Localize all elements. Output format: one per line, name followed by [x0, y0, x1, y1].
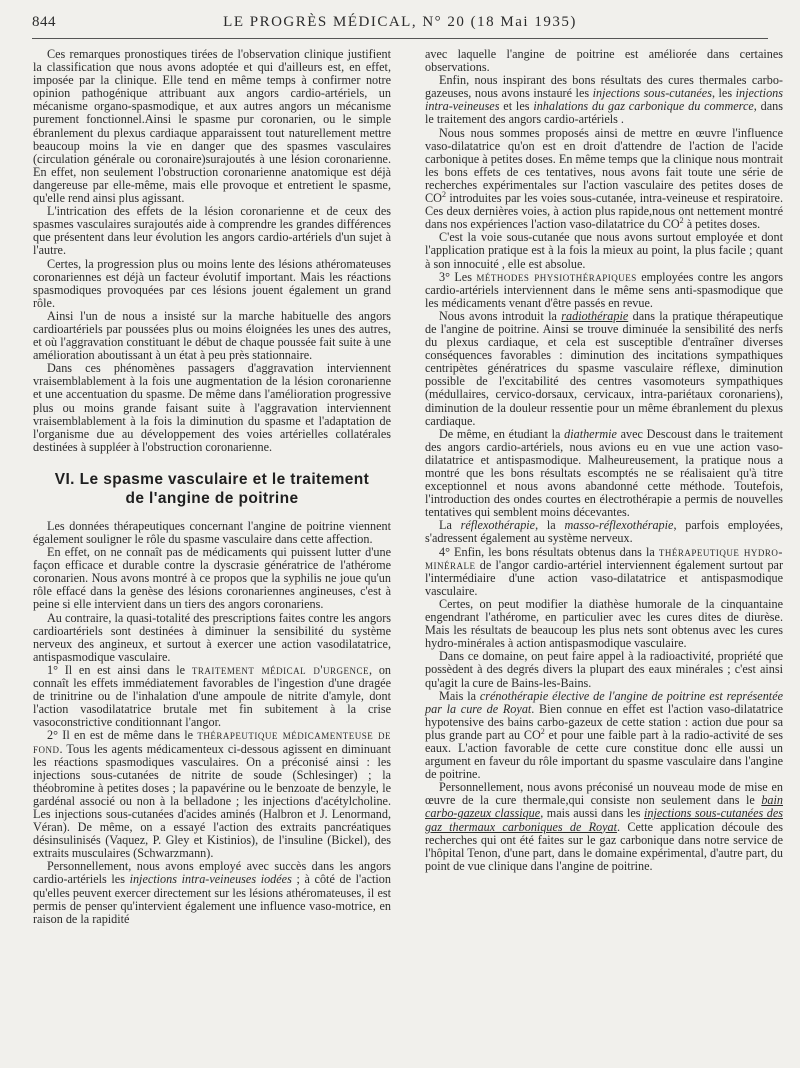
paragraph	[425, 519, 783, 545]
paragraph: Dans ce domaine, on peut faire appel à la radioactivité, propriété que possèdent à des degrés divers la plupart des eaux minérales ; c'est ainsi qu'agit la cure de Bains-les-Bains.	[425, 649, 783, 690]
text-run: Nous avons introduit la	[439, 308, 562, 323]
text-run: dans la pratique thérapeutique de l'angine de poitrine. Ainsi se trouve diminuée la sensibilité des nerfs du plexus cardiaque, et cela est susceptible d'entraîner diverses conséquences favorables : diminution des incitations sympathiques centripètes génératrices du spasme vasculaire réflexe, diminution possible de l'excitabilité des centres vasomoteurs sympathiques (médullaires, cervico-dorsaux, cervicaux, intra-pariétaux coronariens), diminution de la douleur ressentie pour un même ébranlement du plexus cardiaque.	[425, 308, 783, 428]
text-run: . Cette application découle des recherches qui ont été faites sur le gaz carbonique dans notre service de l'hôpital Tenon, d'une part, dans le domaine expérimental, d'autre part, du point de vue clinique dans l'angine de poitrine.	[425, 819, 783, 873]
paragraph	[425, 690, 783, 782]
running-title: LE PROGRÈS MÉDICAL, N° 20 (18 Mai 1935)	[223, 14, 577, 30]
small-caps-term: thérapeutique hydro-minérale	[425, 544, 783, 572]
section-heading	[33, 470, 391, 508]
paragraph	[425, 546, 783, 598]
paragraph	[425, 428, 783, 520]
italic-term: diathermie	[564, 426, 617, 441]
section-heading-line-1	[33, 470, 391, 489]
text-run: La	[439, 518, 461, 533]
paragraph: Ainsi l'un de nous a insisté sur la marche habituelle des angors cardioartériels par poussées plus ou moins éloignées les unes des autres, et où l'aggravation constituant le début de chaque poussée fait suite à une amélioration aboutissant à un état à peu près stationnaire.	[33, 308, 391, 363]
paragraph: Certes, on peut modifier la diathèse humorale de la cinquantaine engendrant l'athérome, en particulier avec les cures dites de diurèse. Mais les résultats de beaucoup les plus nets sont obtenus avec les cures hydro-minérales à action antispasmodique vasculaire.	[425, 596, 783, 651]
page-header	[32, 14, 768, 36]
paragraph: En effet, on ne connaît pas de médicaments qui puissent lutter d'une façon efficace et durable contre la dyscrasie génératrice de l'athérome coronarien. Nous avons montré à ce propos que la syphilis ne joue qu'un rôle effacé dans la genèse des lésions coronariennes angineuses, c'est à peine si elle intervient dans un tiers des angors coronariens.	[33, 545, 391, 612]
italic-term: masso-réflexothérapie	[564, 518, 674, 533]
text-run: , les	[711, 86, 736, 101]
paragraph	[33, 664, 391, 729]
text-run: Personnellement, nous avons préconisé un nouveau mode de mise en œuvre de la cure thermale,qui consiste non seulement dans le	[425, 780, 783, 808]
italic-term: radiothérapie	[561, 308, 629, 323]
text-run: avec Descoust dans le traitement des angors cardio-artériels, nous avions eu en vue une action vaso-dilatatrice et antispasmodique. Malheureusement, la pratique nous a montré que les bons résultats escomptés ne se réalisaient qu'à titre exceptionnel et nous avons abandonné cette méthode. Toutefois, l'introduction des ondes courtes en électrothérapie a permis de nouvelles tentatives qui semblent moins décevantes.	[425, 426, 784, 520]
text-run: . Bien connue en effet est l'action vaso-dilatatrice hypotensive des bains carbo-gazeux de cette station : action due pour sa plus grande part au $CO^2$ et pour une faible part à la radio-activité de ses eaux. L'action favorable de cette cure constitue donc elle aussi un argument en faveur du rôle important du spasme vasculaire dans l'angine de poitrine.	[425, 701, 784, 782]
text-run: , mais aussi dans les	[540, 806, 644, 821]
italic-term: crénothérapie élective de l'angine de poitrine est représentée par la cure de Royat	[425, 688, 784, 716]
italic-term: injections sous-cutanées des gaz thermaux carboniques de Royat	[425, 806, 783, 834]
text-run: ; à côté de l'action qu'elles peuvent exercer directement sur les lésions athéromateuses, il est permis de penser qu'intervient également une influence vaso-motrice, en raison de la rapidité	[33, 872, 391, 926]
italic-term: injections intra-veineuses	[425, 86, 783, 114]
section-title-2: de l'angine de poitrine	[125, 489, 299, 507]
small-caps-term: traitement médical d'urgence	[191, 662, 370, 677]
paragraph	[33, 729, 391, 860]
text-run: , parfois employées, s'adressent également au système nerveux.	[425, 518, 784, 546]
left-column	[33, 48, 391, 926]
page-number: 844	[32, 14, 56, 30]
paragraph	[33, 860, 391, 925]
small-caps-term: thérapeutique médicamenteuse de fond	[33, 728, 392, 756]
italic-term: inhalations du gaz carbonique du commerce	[533, 99, 754, 114]
paragraph: L'intrication des effets de la lésion coronarienne et de ceux des spasmes vasculaires surajoutés aide à comprendre les grandes différences que présentent dans leur évolution les angors cardio-artériels d'un sujet à l'autre.	[33, 204, 391, 258]
paragraph: Nous nous sommes proposés ainsi de mettre en œuvre l'influence vaso-dilatatrice qu'on est en droit d'attendre de l'action de l'acide carbonique à petites doses. En même temps que la clinique nous montrait les bons effets de ces tentatives, nous avons fait toute une série de recherches expérimentales sur l'action vasculaire des petites doses de $CO^2$ introduites par les voies sous-cutanée, intra-veineuse et respiratoire. Ces deux dernières voies, à action plus rapide,nous ont nettement montré dans nos expériences l'action vaso-dilatatrice du $CO^2$ à petites doses.	[425, 125, 783, 232]
paragraph	[425, 74, 783, 126]
text-run: employées contre les angors cardio-artériels interviennent dans le même sens anti-spasmodique que les médicaments venant d'être passés en revue.	[425, 269, 783, 310]
text-run: Mais la	[439, 688, 480, 703]
text-run: , la	[535, 518, 565, 533]
paragraph	[425, 781, 783, 873]
italic-term: injections intra-veineuses iodées	[129, 872, 292, 887]
text-run: 2° Il en est de même dans le	[47, 728, 198, 743]
text-run: , dans le traitement des angors cardio-artériels .	[425, 99, 784, 127]
text-run: Personnellement, nous avons employé avec succès dans les angors cardio-artériels les	[33, 859, 391, 887]
text-run: De même, en étudiant la	[439, 426, 565, 441]
text-run: de l'angor cardio-artériel interviennent également surtout par l'intermédiaire d'une action vaso-dilatatrice et antispasmodique vasculaire.	[425, 557, 783, 598]
text-run: Enfin, nous inspirant des bons résultats des cures thermales carbo-gazeuses, nous avons instauré les	[425, 73, 783, 101]
text-run: et les	[499, 99, 534, 114]
paragraph: avec laquelle l'angine de poitrine est améliorée dans certaines observations.	[425, 47, 783, 75]
text-run: . Tous les agents médicamenteux ci-dessous agissent en diminuant les réactions spasmodiques vasculaires. On a préconisé ainsi : les injections sous-cutanées de nitrite de soude (Schlesinger) ; la théobromine à petites doses ; la papavérine ou le benzoate de benzyle, le gardénal associé ou non à la belladone ; les injections d'acétylcholine. Les injections sous-cutanées d'acides aminés (Halbron et J. Lenormand, Véran). De même, on a essayé l'action des extraits pancréatiques désinsulinisés (Vaquez, P. Gley et Kistinios), de l'insuline (Bickel), des extraits musculaires (Schwarzmann).	[33, 741, 391, 861]
text-run: , on connaît les effets immédiatement favorables de l'ingestion d'une dragée de trinitrine ou de l'inhalation d'une ampoule de nitrite d'amyle, dont l'action vasodilatatrice brutale met fin subitement à la crise vasoconstrictive conditionnant l'angor.	[33, 662, 392, 730]
text-run: 4° Enfin, les bons résultats obtenus dans la	[439, 544, 659, 559]
section-number: VI.	[54, 470, 75, 488]
paragraph: Ces remarques pronostiques tirées de l'observation clinique justifient la classification que nous avons adoptée et qui d'ailleurs est, en effet, imposée par la clinique. Elle tend en même temps à confirmer notre opinion pathogénique attribuant aux angors cardio-artériels, un mécanisme organo-spasmodique, et aux autres angors un mécanisme purement fonctionnel.Ainsi le spasme pur coronarien, ou le simple ébranlement du plexus cardiaque apparaissent tout naturellement mettre beaucoup moins la vie en danger que des spasmes vasculaires (circulation générale ou coronaire)surajoutés à une lésion coronarienne. En effet, non seulement l'obstruction coronarienne anatomique est déjà dangereuse par elle-même, mais elle provoque et entretient le spasme, qu'elle rend ainsi plus agissant.	[33, 47, 391, 206]
italic-term: bain carbo-gazeux classique	[425, 793, 783, 821]
right-column	[425, 48, 783, 873]
italic-term: injections sous-cutanées	[592, 86, 712, 101]
paragraph	[425, 271, 783, 310]
small-caps-term: méthodes physiothérapiques	[476, 269, 637, 284]
section-title-1: Le spasme vasculaire et le traitement	[79, 470, 370, 488]
paragraph: Les données thérapeutiques concernant l'angine de poitrine viennent également souligner le rôle du spasme vasculaire dans cette affection.	[33, 518, 391, 546]
paragraph	[425, 310, 783, 428]
header-rule	[32, 38, 768, 39]
paragraph: Dans ces phénomènes passagers d'aggravation interviennent vraisemblablement à la fois une augmentation de la lésion coronarienne et une accentuation du spasme. De même dans l'amélioration progressive plus ou moins grande faisant suite à l'aggravation interviennent vraisemblablement à la fois la diminution du spasme et l'adaptation de l'organisme due au développement des voies artérielles collatérales destinées à suppléer à l'obstruction coronarienne.	[33, 361, 391, 454]
text-run: 3° Les	[439, 269, 477, 284]
paragraph: Au contraire, la quasi-totalité des prescriptions faites contre les angors cardioartériels sont destinées à diminuer la sensibilité du système nerveux des angineux, et surtout à exercer une action vasodilatatrice, antispasmodique vasculaire.	[33, 610, 391, 664]
italic-term: réflexothérapie	[460, 518, 536, 533]
paragraph: C'est la voie sous-cutanée que nous avons surtout employée et dont l'application pratique est à la fois la mieux au point, la plus facile ; quant à son innocuité , elle est absolue.	[425, 230, 783, 271]
paragraph: Certes, la progression plus ou moins lente des lésions athéromateuses coronariennes est déjà un facteur évolutif important. Mais les réactions spasmodiques provoquées par ces lésions jouent également un grand rôle.	[33, 256, 391, 310]
text-run: 1° Il en est ainsi dans le	[47, 662, 192, 677]
